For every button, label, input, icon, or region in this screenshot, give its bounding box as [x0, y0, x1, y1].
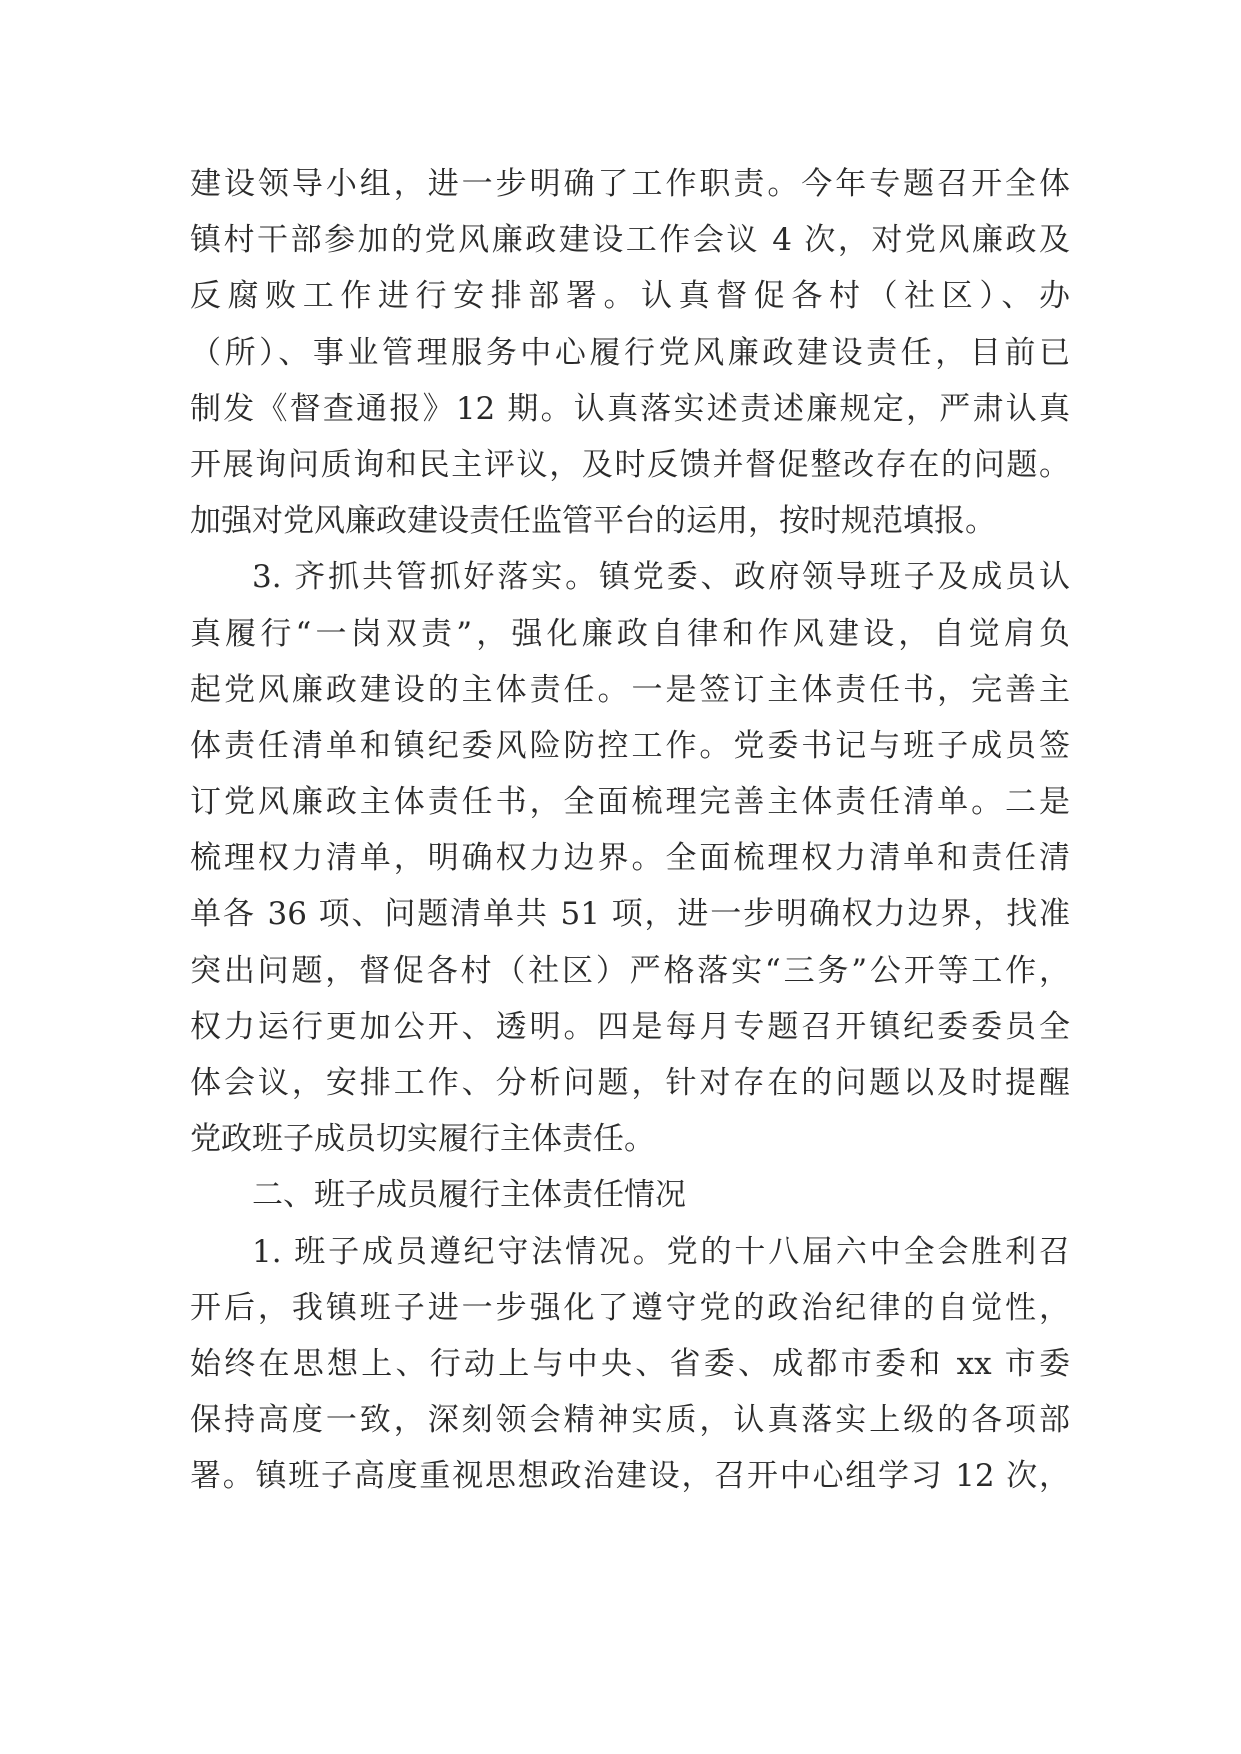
text-line: 梳理权力清单，明确权力边界。全面梳理权力清单和责任清: [190, 840, 1070, 877]
text-line: 权力运行更加公开、透明。四是每月专题召开镇纪委委员全: [190, 1008, 1070, 1045]
text-line: 党政班子成员切实履行主体责任。: [190, 1121, 655, 1158]
text-line: 订党风廉政主体责任书，全面梳理完善主体责任清单。二是: [190, 784, 1070, 821]
text-line: 加强对党风廉政建设责任监管平台的运用，按时规范填报。: [190, 503, 996, 540]
text-line: 反腐败工作进行安排部署。认真督促各村（社区）、办: [190, 278, 1070, 315]
text-line: 建设领导小组，进一步明确了工作职责。今年专题召开全体: [190, 166, 1070, 202]
text-line: 署。镇班子高度重视思想政治建设，召开中心组学习 12 次，: [190, 1458, 1070, 1495]
text-line: 单各 36 项、问题清单共 51 项，进一步明确权力边界，找准: [190, 896, 1070, 933]
text-line: 镇村干部参加的党风廉政建设工作会议 4 次，对党风廉政及: [190, 222, 1070, 259]
text-line: 开展询问质询和民主评议，及时反馈并督促整改存在的问题。: [190, 446, 1070, 483]
text-line: 开后，我镇班子进一步强化了遵守党的政治纪律的自觉性，: [190, 1289, 1070, 1326]
text-line: 始终在思想上、行动上与中央、省委、成都市委和 xx 市委: [190, 1345, 1070, 1382]
text-line: 保持高度一致，深刻领会精神实质，认真落实上级的各项部: [190, 1402, 1070, 1439]
text-line: 真履行“一岗双责”，强化廉政自律和作风建设，自觉肩负: [190, 615, 1070, 652]
body-text: [190, 156, 1070, 1505]
text-line: （所）、事业管理服务中心履行党风廉政建设责任，目前已: [190, 334, 1070, 371]
text-line: 体责任清单和镇纪委风险防控工作。党委书记与班子成员签: [190, 727, 1070, 764]
text-line: 起党风廉政建设的主体责任。一是签订主体责任书，完善主: [190, 671, 1070, 708]
text-line: 1. 班子成员遵纪守法情况。党的十八届六中全会胜利召: [252, 1233, 1070, 1270]
section-heading: 二、班子成员履行主体责任情况: [252, 1177, 686, 1214]
text-line: 体会议，安排工作、分析问题，针对存在的问题以及时提醒: [190, 1065, 1070, 1101]
text-line: 突出问题，督促各村（社区）严格落实“三务”公开等工作，: [190, 952, 1070, 989]
text-line: 3. 齐抓共管抓好落实。镇党委、政府领导班子及成员认: [252, 559, 1070, 596]
text-line: 制发《督查通报》12 期。认真落实述责述廉规定，严肃认真: [190, 390, 1070, 427]
